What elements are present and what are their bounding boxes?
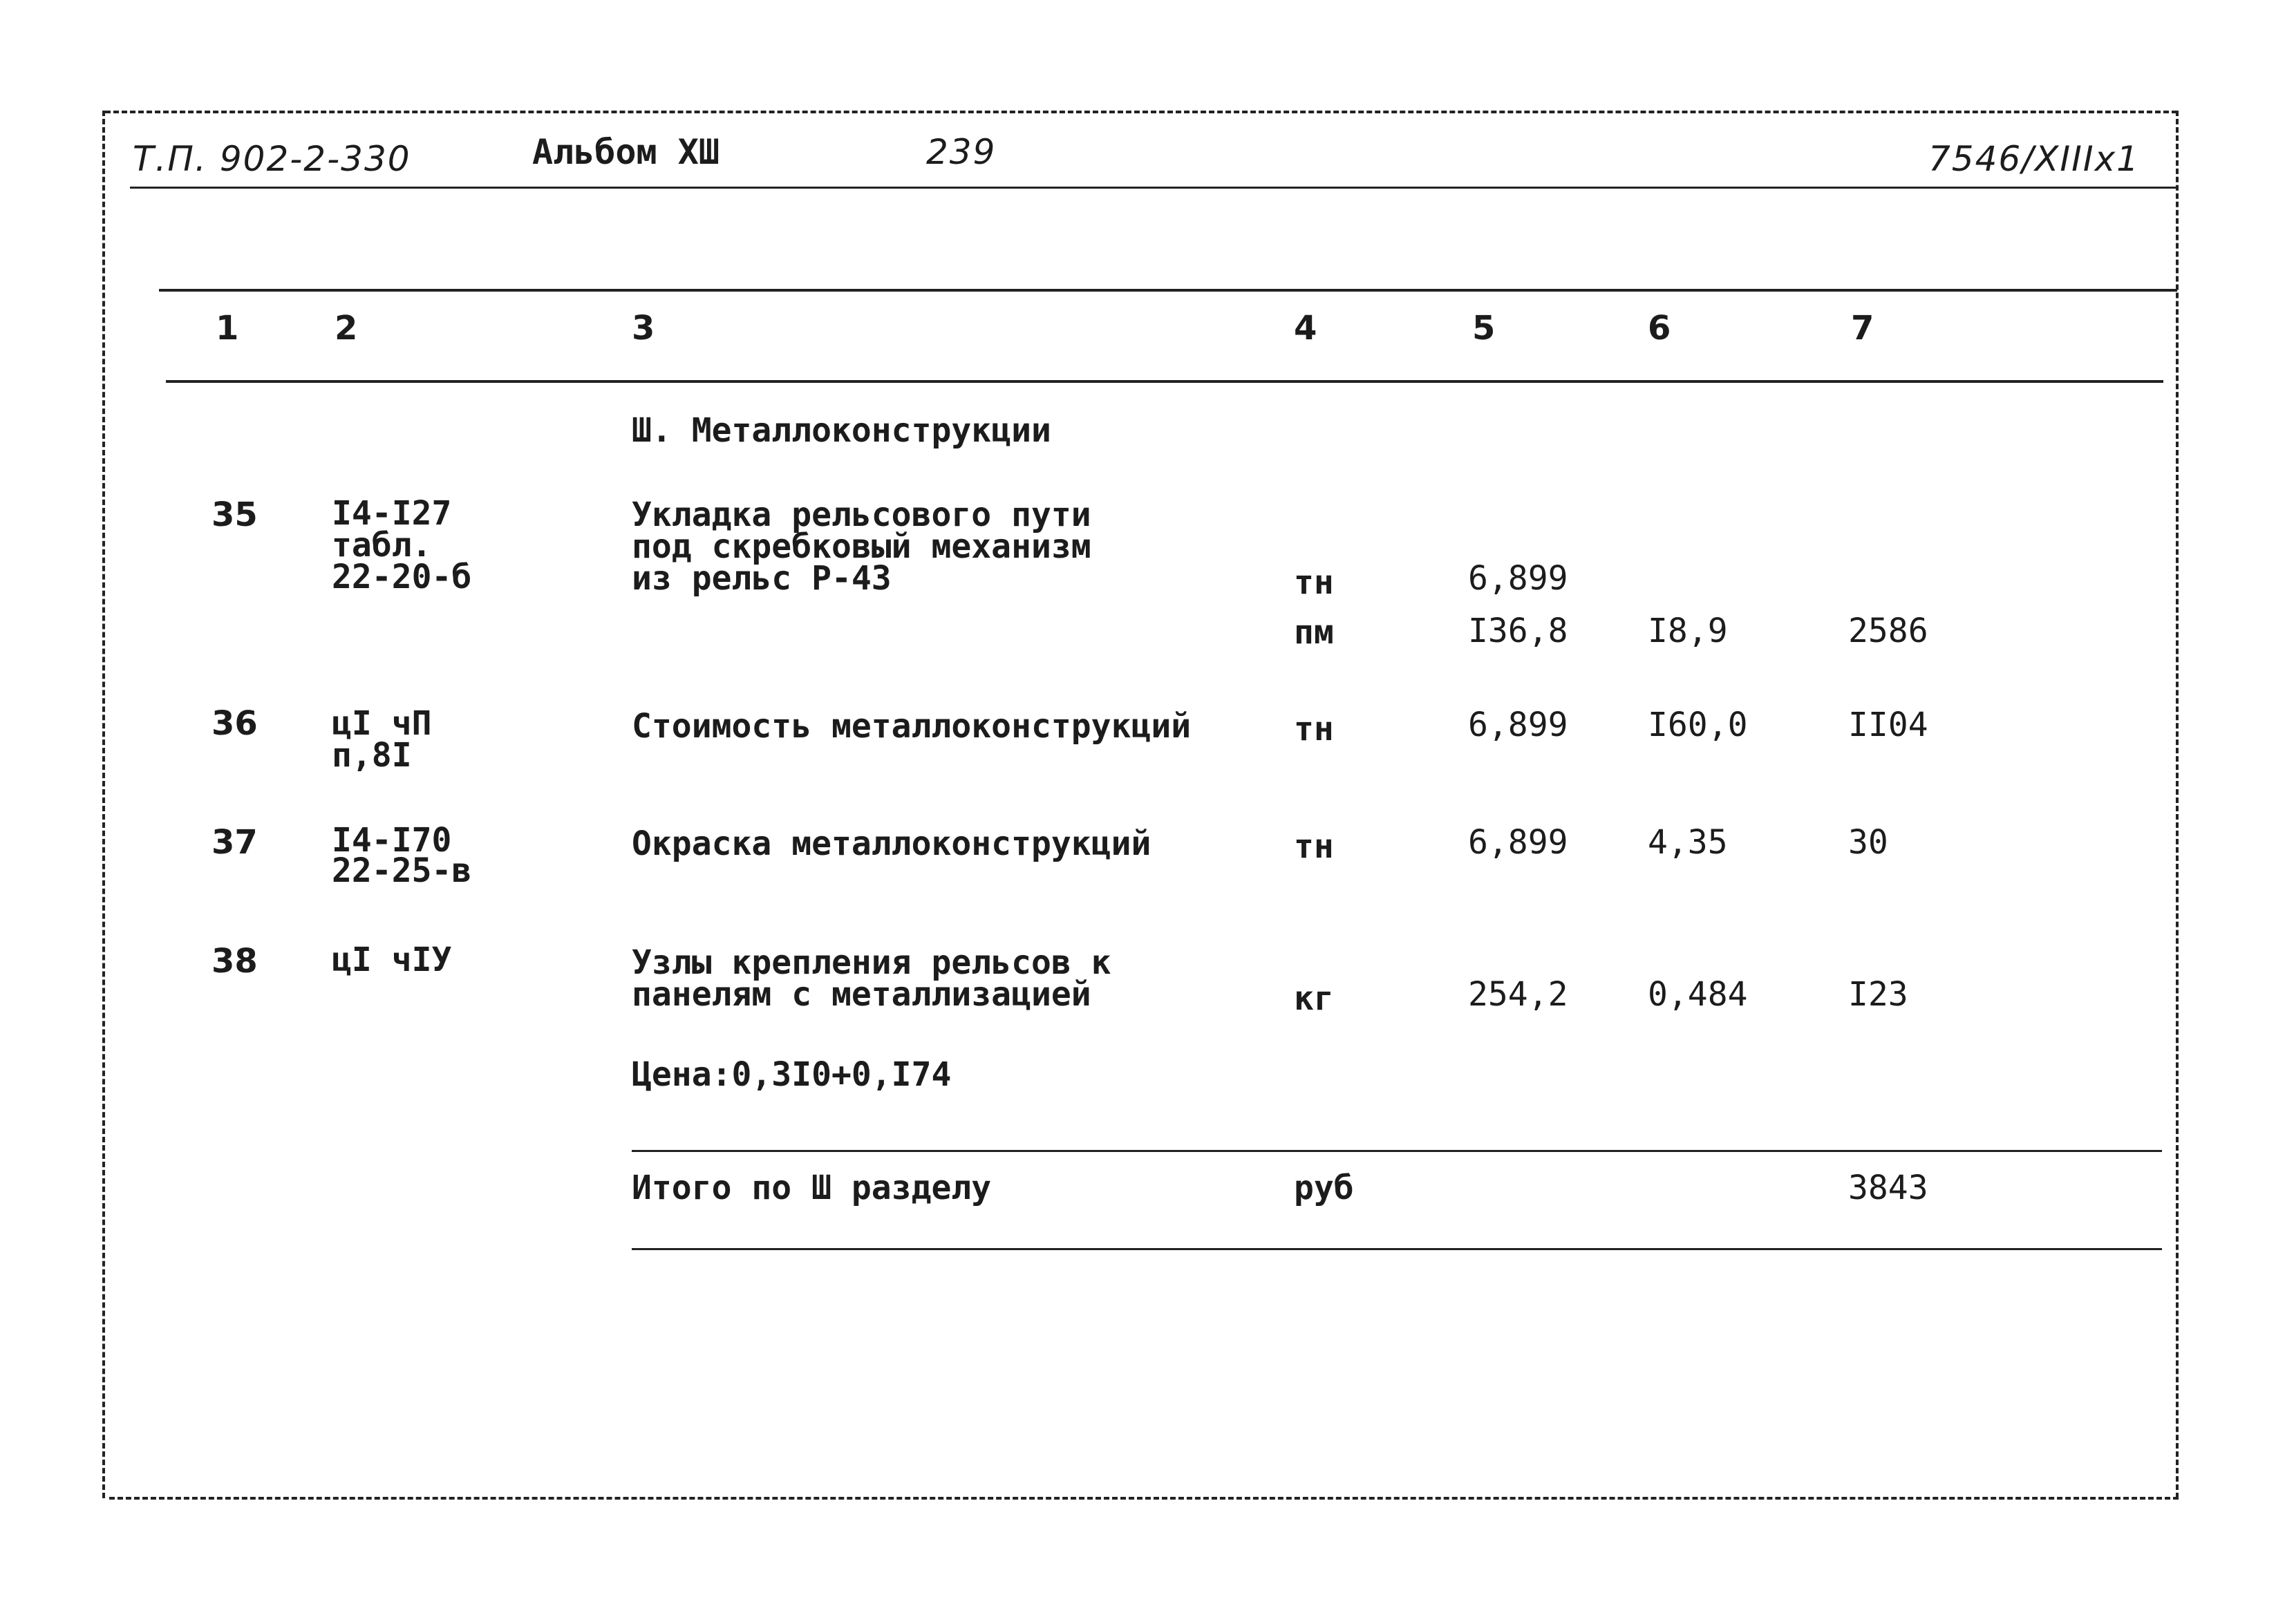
row-number: 38 xyxy=(211,942,258,981)
row-description: Окраска металлоконструкций xyxy=(632,824,1151,863)
row-total: 2586 xyxy=(1848,612,1928,650)
row-description: Узлы крепления рельсов к панелям с металлизацией xyxy=(632,943,1111,1014)
frame-right-border xyxy=(2176,111,2179,1498)
row-price: I8,9 xyxy=(1648,612,1728,650)
row-quantity: 6,899 xyxy=(1468,706,1568,744)
price-note: Цена:0,3I0+0,I74 xyxy=(632,1055,952,1094)
col-header-1: 1 xyxy=(216,309,239,348)
row-unit: тн xyxy=(1294,710,1334,748)
row-number: 36 xyxy=(211,704,258,743)
frame-bottom-border xyxy=(109,1497,2179,1500)
row-total: II04 xyxy=(1848,706,1928,744)
totals-bottom-rule xyxy=(632,1248,2162,1250)
row-description: Стоимость металлоконструкций xyxy=(632,707,1192,746)
page-number: 239 xyxy=(926,132,997,172)
row-code: цI чП п,8I xyxy=(332,704,432,775)
row-total: I23 xyxy=(1848,975,1908,1014)
col-header-7: 7 xyxy=(1851,309,1874,348)
row-quantity: 6,899 xyxy=(1468,559,1568,598)
col-header-6: 6 xyxy=(1648,309,1671,348)
row-unit: кг xyxy=(1294,979,1334,1018)
frame-left-border xyxy=(102,111,105,1498)
row-code: I4-I27 табл. 22-20-б xyxy=(332,494,472,596)
table-top-rule xyxy=(159,289,2177,292)
header-rule xyxy=(130,187,2176,189)
album-label: Альбом ХШ xyxy=(532,132,720,172)
total-amount: 3843 xyxy=(1848,1169,1928,1207)
row-number: 37 xyxy=(211,823,258,862)
row-number: 35 xyxy=(211,495,258,534)
row-price: I60,0 xyxy=(1648,706,1748,744)
archive-code: 7546/XIIIx1 xyxy=(1928,139,2140,179)
col-header-2: 2 xyxy=(335,309,358,348)
row-quantity: I36,8 xyxy=(1468,612,1568,650)
row-code: цI чIУ xyxy=(332,941,452,979)
row-price: 0,484 xyxy=(1648,975,1748,1014)
table-header-bottom-rule xyxy=(166,380,2163,383)
doc-reference: Т.П. 902-2-330 xyxy=(133,139,411,179)
row-price: 4,35 xyxy=(1648,823,1728,862)
row-unit: тн xyxy=(1294,827,1334,866)
row-unit: пм xyxy=(1294,613,1334,652)
row-description: Укладка рельсового пути под скребковый механизм из рельс Р-43 xyxy=(632,495,1091,598)
col-header-3: 3 xyxy=(632,309,655,348)
row-quantity: 254,2 xyxy=(1468,975,1568,1014)
section-title: Ш. Металлоконструкции xyxy=(632,411,1051,450)
col-header-4: 4 xyxy=(1294,309,1317,348)
row-total: 30 xyxy=(1848,823,1888,862)
row-quantity: 6,899 xyxy=(1468,823,1568,862)
total-unit: руб xyxy=(1294,1169,1354,1207)
col-header-5: 5 xyxy=(1472,309,1496,348)
row-unit: тн xyxy=(1294,563,1334,602)
row-code: I4-I70 22-25-в xyxy=(332,821,472,890)
total-label: Итого по Ш разделу xyxy=(632,1169,992,1207)
frame-top-border xyxy=(105,111,2177,113)
totals-top-rule xyxy=(632,1150,2162,1152)
